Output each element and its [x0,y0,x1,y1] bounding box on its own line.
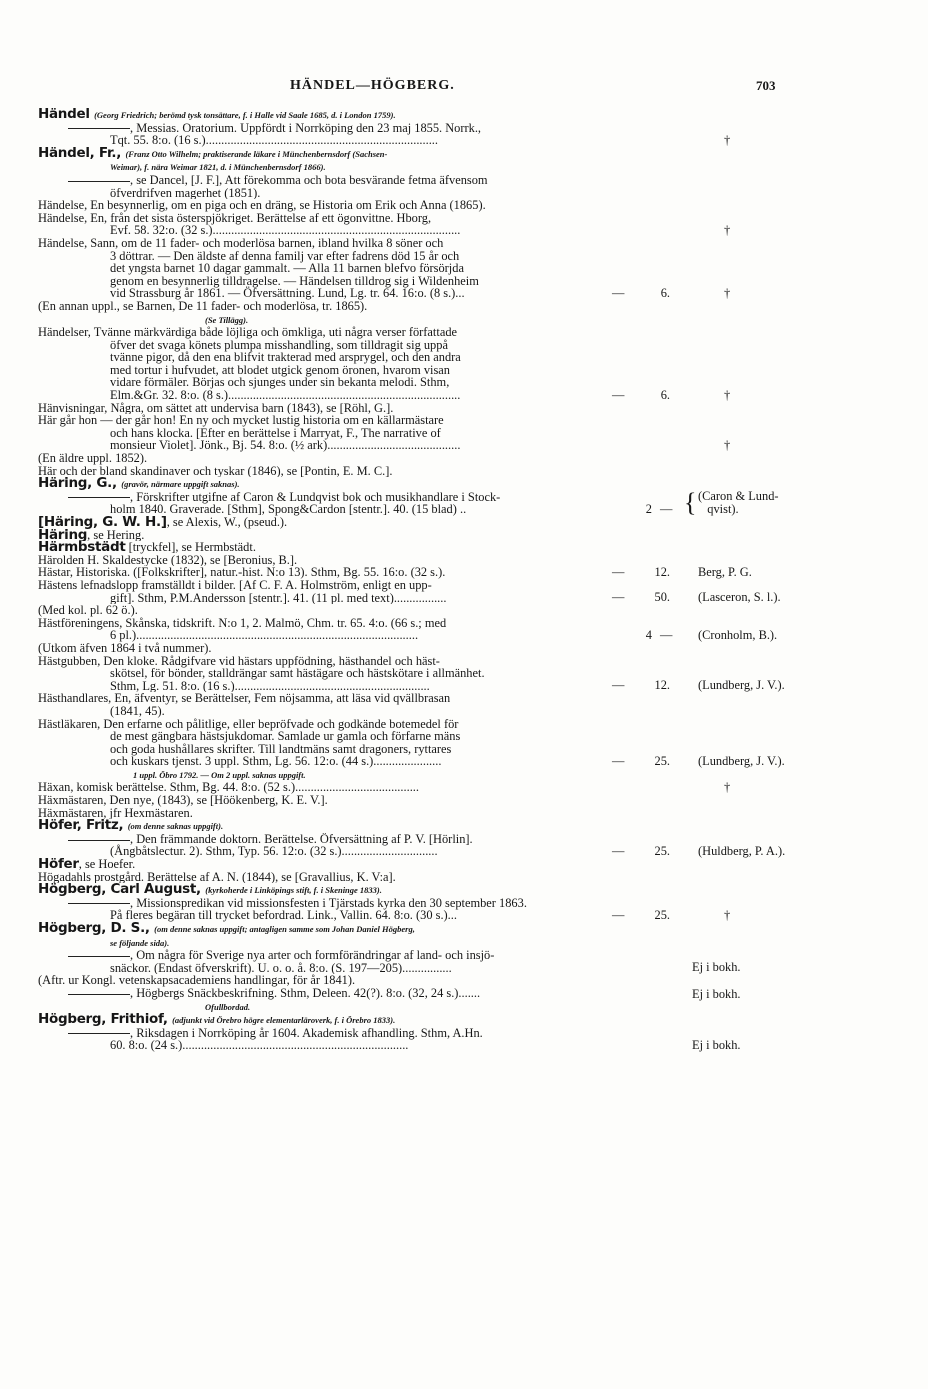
entry-note: Ofullbordad. [205,1001,251,1012]
entry-columns [612,961,912,974]
entry-headword: Högberg, Frithiof, [38,1013,173,1027]
entry-line: och hans klocka. [Efter en berättelse i Marryat, F., The narrative of [110,425,441,440]
not-in-trade-note: Ej i bokh. [692,986,741,1001]
entry-text [38,108,672,122]
ditto-dash [68,497,130,498]
entry-note: (adjunkt vid Örebro högre elementarläroverk, f. i Örebro 1833). [172,1015,396,1026]
entry-line: genom en besynnerlig tilldragelse. — Händelsen tilldrog sig i Wildenheim [110,273,479,288]
entry-line: Hästens lefnadslopp framställdt i bilder. [Af C. F. A. Holmström, enligt en upp- [38,578,432,592]
entry-separator: — [612,564,625,579]
entry-text [38,922,672,949]
catalog-entry [38,199,908,212]
entry-price: 12. [654,678,670,693]
entry-line: Hänvisningar, Några, om sättet att undervisa barn (1843), se [Röhl, G.]. [38,401,394,415]
entry-headword: Häring, G., [38,477,122,491]
entry-line: öfver det svaga könets plumpa misshandling, som tilldragit sig uppå [110,337,448,352]
catalog-entry [38,655,908,693]
dagger-mark: † [724,908,731,922]
entry-publisher: (Cronholm, B.). [698,627,778,642]
entry-note: 1 uppl. Öbro 1792. — Om 2 uppl. saknas uppgift. [133,769,306,780]
entry-line: (Med kol. pl. 62 ö.). [38,604,138,617]
catalog-entry [38,819,908,833]
ditto-dash [68,840,130,841]
catalog-entry [38,541,908,554]
catalog-entry [38,452,908,465]
entry-price: 2 [645,502,652,516]
entry-publisher: (Lasceron, S. l.). [698,590,781,605]
catalog-entry [38,949,908,974]
catalog-entry [38,897,908,922]
entry-note: Weimar), f. nära Weimar 1821, d. i Münchenbernsdorf 1866). [110,162,326,173]
entry-text [38,452,672,465]
entry-line: Messias. Oratorium. Uppfördt i Norrköping den 23 maj 1855. Norrk., [136,121,482,135]
ditto-dash [68,128,130,129]
entry-text [38,1013,672,1027]
entry-text [38,300,672,326]
entry-line: Om några för Sverige nya arter och formförändringar af land- och insjö- [136,949,495,963]
entry-headword: Högberg, Carl August, [38,883,206,897]
catalog-entry [38,566,908,579]
entry-price: 6. [660,387,670,402]
entry-columns [612,781,912,794]
entry-line: Häxan, komisk berättelse. Sthm, Bg. 44. 8:o. (52 s.)........................................ [38,781,419,795]
entry-publisher: Berg, P. G. [698,564,752,579]
catalog-entry [38,237,908,300]
entry-line: Tqt. 55. 8:o. (16 s.)........................................................................... [110,133,439,147]
entry-text [38,819,672,833]
entry-line: (Ångbåtslectur. 2). Sthm, Typ. 56. 12:o. (32 s.)............................... [110,844,438,859]
entry-price: 12. [654,564,670,579]
entry-line: 3 döttrar. — Den äldste af denna familj var efter fadrens död 15 år och [110,248,460,263]
entry-note: (Georg Friedrich; berömd tysk tonsättare, f. i Halle vid Saale 1685, d. i London 1759). [94,110,396,120]
entry-separator: — [612,844,625,859]
entry-line: (Utkom äfven 1864 i två nummer). [38,641,212,655]
entry-text [38,566,672,579]
entry-columns [612,488,912,517]
entry-publisher: (Huldberg, P. A.). [698,844,786,859]
entry-text [38,147,672,174]
entry-text [38,768,672,782]
catalog-entry [38,718,908,768]
catalog-entry [38,871,908,884]
dagger-mark: † [724,387,731,402]
catalog-entry [38,516,908,529]
entry-columns [612,909,912,922]
catalog-entry [38,768,908,782]
catalog-entry [38,174,908,199]
entry-line: 60. 8:o. (24 s.)......................................................................... [110,1038,409,1052]
entry-line: Händelser, Tvänne märkvärdiga både löjliga och ömkliga, uti några verser författade [38,326,458,340]
entry-text [38,794,672,807]
entry-note: (kyrkoherde i Linköpings stift, f. i Skeninge 1833). [205,885,382,896]
entry-line: snäckor. (Endast öfverskrift). U. o. o. å. 8:o. (S. 197—205)................ [110,960,452,975]
catalog-entry [38,604,908,617]
entry-line: se Dancel, [J. F.], Att förekomma och bota besvärande fetma äfvensom [136,173,488,187]
catalog-entry [38,794,908,807]
dagger-mark: † [724,780,731,795]
entry-line: Sthm, Lg. 51. 8:o. (16 s.)............................................................... [110,678,430,693]
entry-text [38,199,672,212]
catalog-entry [38,465,908,478]
entry-line: de mest gängbara hästsjukdomar. Samlade ur gamla och förfarne mäns [110,729,461,744]
entry-line: Häring, se Hering. [38,528,145,542]
catalog-entry [38,554,908,567]
entry-line: Evf. 58. 32:o. (32 s.)................................................................................ [110,223,461,237]
entry-line: Den främmande doktorn. Berättelse. Öfversättning af P. V. [Hörlin]. [136,832,473,846]
entry-headword: Höfer, Fritz, [38,819,128,833]
entry-line: och kuskars tjenst. 3 uppl. Sthm, Lg. 56. 12:o. (44 s.)...................... [110,754,442,768]
entry-separator: — [612,590,625,605]
entry-text [38,579,672,604]
entry-columns [612,134,912,147]
entry-text: , Messias. Oratorium. Uppfördt i Norrköping den 23 maj 1855. Norrk., Tqt. 55. 8:o. (16 s.)........................................................................... [38,122,672,147]
entry-text: , Om några för Sverige nya arter och formförändringar af land- och insjö- snäckor. (Endast öfverskrift). U. o. o. å. 8:o. (S. 197—205)................ [38,949,672,974]
entry-text [38,541,672,554]
entry-text [38,858,672,871]
entry-text [38,692,672,717]
entry-text: , Riksdagen i Norrköping år 1604. Akademisk afhandling. Sthm, A.Hn. 60. 8:o. (24 s.)......................................................................... [38,1027,672,1052]
entry-line: skötsel, för bönder, stalldrängar samt hästägare och hästskötare i allmänhet. [110,666,485,681]
entry-line: Hästläkaren, Den erfarne och pålitlige, eller bepröfvade och godkände botemedel för [38,717,459,731]
entry-text [38,529,672,542]
entry-text [38,604,672,617]
dagger-mark: † [724,438,731,453]
entry-columns [612,224,912,237]
entry-text: , Missionspredikan vid missionsfesten i Tjärstads kyrka den 30 september 1863. På fleres begäran till trycket befordrad. Link., Vallin. 64. 8:o. (30 s.)... [38,897,672,922]
ditto-dash [68,956,130,957]
entry-columns [612,1039,912,1052]
catalog-entry [38,402,908,415]
entry-separator: — [612,285,625,300]
entry-line: [Häring, G. W. H.], se Alexis, W., (pseud.). [38,516,288,529]
entry-text [38,871,672,884]
ditto-dash [68,994,130,995]
entry-text [38,237,672,300]
entry-columns [612,566,912,579]
entry-line: monsieur Violet]. Jönk., Bj. 54. 8:o. (½ ark)........................................... [110,438,461,453]
entry-text: , Förskrifter utgifne af Caron & Lundqvist bok och musikhandlare i Stock- holm 1840. Graverade. [Sthm], Spong&Cardon [stentr.]. 40. (15 blad) .. [38,491,672,516]
entry-columns [612,679,912,692]
entry-headword: Högberg, D. S., [38,922,155,936]
entry-text [38,883,672,897]
entry-note: (gravör, närmare uppgift saknas). [121,479,240,490]
entry-text [38,212,672,237]
entry-line: Högadahls prostgård. Berättelse af A. N. (1844), se [Gravallius, K. V:a]. [38,870,396,884]
dagger-mark: † [724,222,731,237]
entry-line: det yngsta barnet 10 dagar gammalt. — Alla 11 barnen blefvo försörjda [110,261,464,276]
entry-text [38,414,672,452]
entry-line: Missionspredikan vid missionsfesten i Tjärstads kyrka den 30 september 1863. [136,896,527,910]
entry-line: Härmbstädt [tryckfel], se Hermbstädt. [38,541,256,554]
entry-line: tvänne pigor, då den ena blifvit trakterad med arsprygel, och den andra [110,350,461,365]
entry-line: (En annan uppl., se Barnen, De 11 fader- och moderlösa, tr. 1865). [38,299,368,313]
entry-line: Häxmästaren, Den nye, (1843), se [Höökenberg, K. E. V.]. [38,794,328,807]
entry-headword: Händel, Fr., [38,146,126,161]
entry-line: gift]. Sthm, P.M.Andersson [stentr.]. 41. (11 pl. med text)................. [110,590,447,605]
running-title: HÄNDEL—HÖGBERG. [290,78,455,93]
catalog-entry [38,974,908,987]
catalog-entry [38,147,908,174]
entry-price: 25. [654,908,670,922]
entry-columns [612,287,912,300]
catalog-entry [38,108,908,122]
entry-columns [612,629,912,642]
catalog-entry [38,883,908,897]
entry-line: Händelse, Sann, om de 11 fader- och moderlösa barnen, ibland hvilka 8 söner och [38,236,444,250]
entry-line: Hästföreningens, Skånska, tidskrift. N:o 1, 2. Malmö, Chm. tr. 65. 4:o. (66 s.; med [38,616,447,630]
entry-columns [612,988,912,1001]
entry-separator: — [612,387,625,402]
entry-line: Här går hon — der går hon! En ny och mycket lustig historia om en källarmästare [38,414,444,428]
entry-line: På fleres begäran till trycket befordrad. Link., Vallin. 64. 8:o. (30 s.)... [110,908,457,922]
catalog-entry [38,692,908,717]
catalog-entry [38,858,908,871]
entry-separator: — [612,678,625,693]
entry-columns [612,439,912,452]
entry-line: Härolden H. Skaldestycke (1832), se [Beronius, B.]. [38,553,298,567]
entry-text [38,718,672,768]
catalog-entry [38,579,908,604]
entry-line: Hästhandlares, En, äfventyr, se Berättelser, Fem nöjsamma, att läsa vid qvällbrasan [38,692,451,706]
catalog-entry [38,300,908,326]
catalog-entry [38,414,908,452]
entry-text [38,516,672,529]
catalog-entry [38,326,908,402]
entry-text [38,465,672,478]
entry-line: öfverdrifven magerhet (1851). [110,185,261,200]
entry-text [38,617,672,642]
entry-text: , se Dancel, [J. F.], Att förekomma och bota besvärande fetma äfvensom öfverdrifven magerhet (1851). [38,174,672,199]
entry-line: (1841, 45). [110,703,165,718]
entry-price: 25. [654,753,670,768]
entry-publisher: (Lundberg, J. V.). [698,753,785,768]
entry-line: Förskrifter utgifne af Caron & Lundqvist bok och musikhandlare i Stock- [136,490,501,504]
brace-mark: { [684,488,697,517]
entry-line: holm 1840. Graverade. [Sthm], Spong&Cardon [stentr.]. 40. (15 blad) .. [110,502,467,516]
entry-line: (En äldre uppl. 1852). [38,452,148,465]
not-in-trade-note: Ej i bokh. [692,960,741,975]
dagger-mark: † [724,132,731,147]
ditto-dash [68,903,130,904]
entry-note: (om denne saknas uppgift; antagligen samme som Johan Daniel Högberg, [154,924,415,934]
not-in-trade-note: Ej i bokh. [692,1037,741,1052]
entry-line: Riksdagen i Norrköping år 1604. Akademisk afhandling. Sthm, A.Hn. [136,1026,483,1040]
catalog-entry [38,833,908,858]
entry-columns [612,389,912,402]
catalog-entries [38,108,908,1052]
catalog-entry [38,212,908,237]
ditto-dash [68,181,130,182]
entry-price: 4 [645,627,652,642]
entry-line: med tortur i hufvudet, att blodet utgick genom öronen, hvarom visan [110,362,450,377]
entry-price: 25. [654,844,670,859]
dagger-mark: † [724,285,731,300]
catalog-entry [38,617,908,642]
entry-headword: Händel [38,108,95,122]
entry-note: (Franz Otto Wilhelm; praktiserande läkare i Münchenbernsdorf (Sachsen- [125,148,388,159]
entry-columns [612,755,912,768]
entry-separator: — [660,502,673,516]
entry-text: , Den främmande doktorn. Berättelse. Öfversättning af P. V. [Hörlin]. (Ångbåtslectur. 2). Sthm, Typ. 56. 12:o. (32 s.)............................... [38,833,672,858]
catalog-entry [38,922,908,949]
entry-separator: — [660,627,673,642]
catalog-entry [38,1027,908,1052]
entry-text [38,974,672,987]
ditto-dash [68,1033,130,1034]
entry-text [38,477,672,491]
entry-columns [612,591,912,604]
entry-note: (om denne saknas uppgift). [127,821,224,832]
catalog-entry [38,1013,908,1027]
entry-text [38,655,672,693]
entry-text [38,642,672,655]
entry-line: (Aftr. ur Kongl. vetenskapsacademiens handlingar, för år 1841). [38,974,356,987]
entry-line: vid Strassburg år 1861. — Öfversättning. Lund, Lg. tr. 64. 16:o. (8 s.)... [110,286,465,300]
entry-separator: — [612,908,625,922]
entry-publisher: { (Caron & Lund- qvist). [684,488,779,517]
entry-line: Här och der bland skandinaver och tyskar (1846), se [Pontin, E. M. C.]. [38,464,393,478]
entry-note: se följande sida). [110,937,170,948]
page-header [0,78,928,98]
entry-line: Elm.&Gr. 32. 8:o. (8 s.)........................................................................... [110,388,461,402]
entry-line: Högbergs Snäckbeskrifning. Sthm, Deleen. 42(?). 8:o. (32, 24 s.)....... [136,986,481,1000]
entry-line: 6 pl.)........................................................................................... [110,628,419,642]
entry-text [38,554,672,567]
page-number: 703 [756,78,776,93]
catalog-entry [38,807,908,820]
entry-line: Höfer, se Hoefer. [38,858,136,871]
entry-line: Häxmästaren, jfr Hexmästaren. [38,806,193,820]
entry-text [38,402,672,415]
entry-line: och goda hushållares skrifter. Till landtmäns samt dragoners, ryttares [110,741,452,756]
catalog-entry [38,529,908,542]
entry-price: 50. [654,590,670,605]
entry-publisher: (Lundberg, J. V.). [698,678,785,693]
entry-separator: — [612,753,625,768]
entry-line: Hästgubben, Den kloke. Rådgifvare vid hästars uppfödning, hästhandel och häst- [38,654,440,668]
catalog-entry [38,488,908,517]
catalog-entry [38,122,908,147]
entry-line: vidare förmäler. Börjas och sjunges under sin bekanta melodi. Sthm, [110,375,450,390]
catalog-entry [38,642,908,655]
entry-line: Hästar, Historiska. ([Folkskrifter], natur.-hist. N:o 13). Sthm, Bg. 55. 16:o. (32 s.). [38,566,446,579]
entry-note: (Se Tillägg). [205,314,249,325]
entry-text: , Högbergs Snäckbeskrifning. Sthm, Deleen. 42(?). 8:o. (32, 24 s.)....... Ofullbordad. [38,987,672,1013]
entry-text [38,781,672,794]
entry-text [38,807,672,820]
entry-line: Händelse, En, från det sista österspjökriget. Berättelse af ett ögonvittne. Hborg, [38,211,432,225]
entry-text [38,326,672,402]
catalog-entry [38,781,908,794]
entry-price: 6. [660,285,670,300]
catalog-entry [38,987,908,1013]
entry-columns [612,845,912,858]
entry-line: Händelse, En besynnerlig, om en piga och en dräng, se Historia om Erik och Anna (1865). [38,199,486,212]
